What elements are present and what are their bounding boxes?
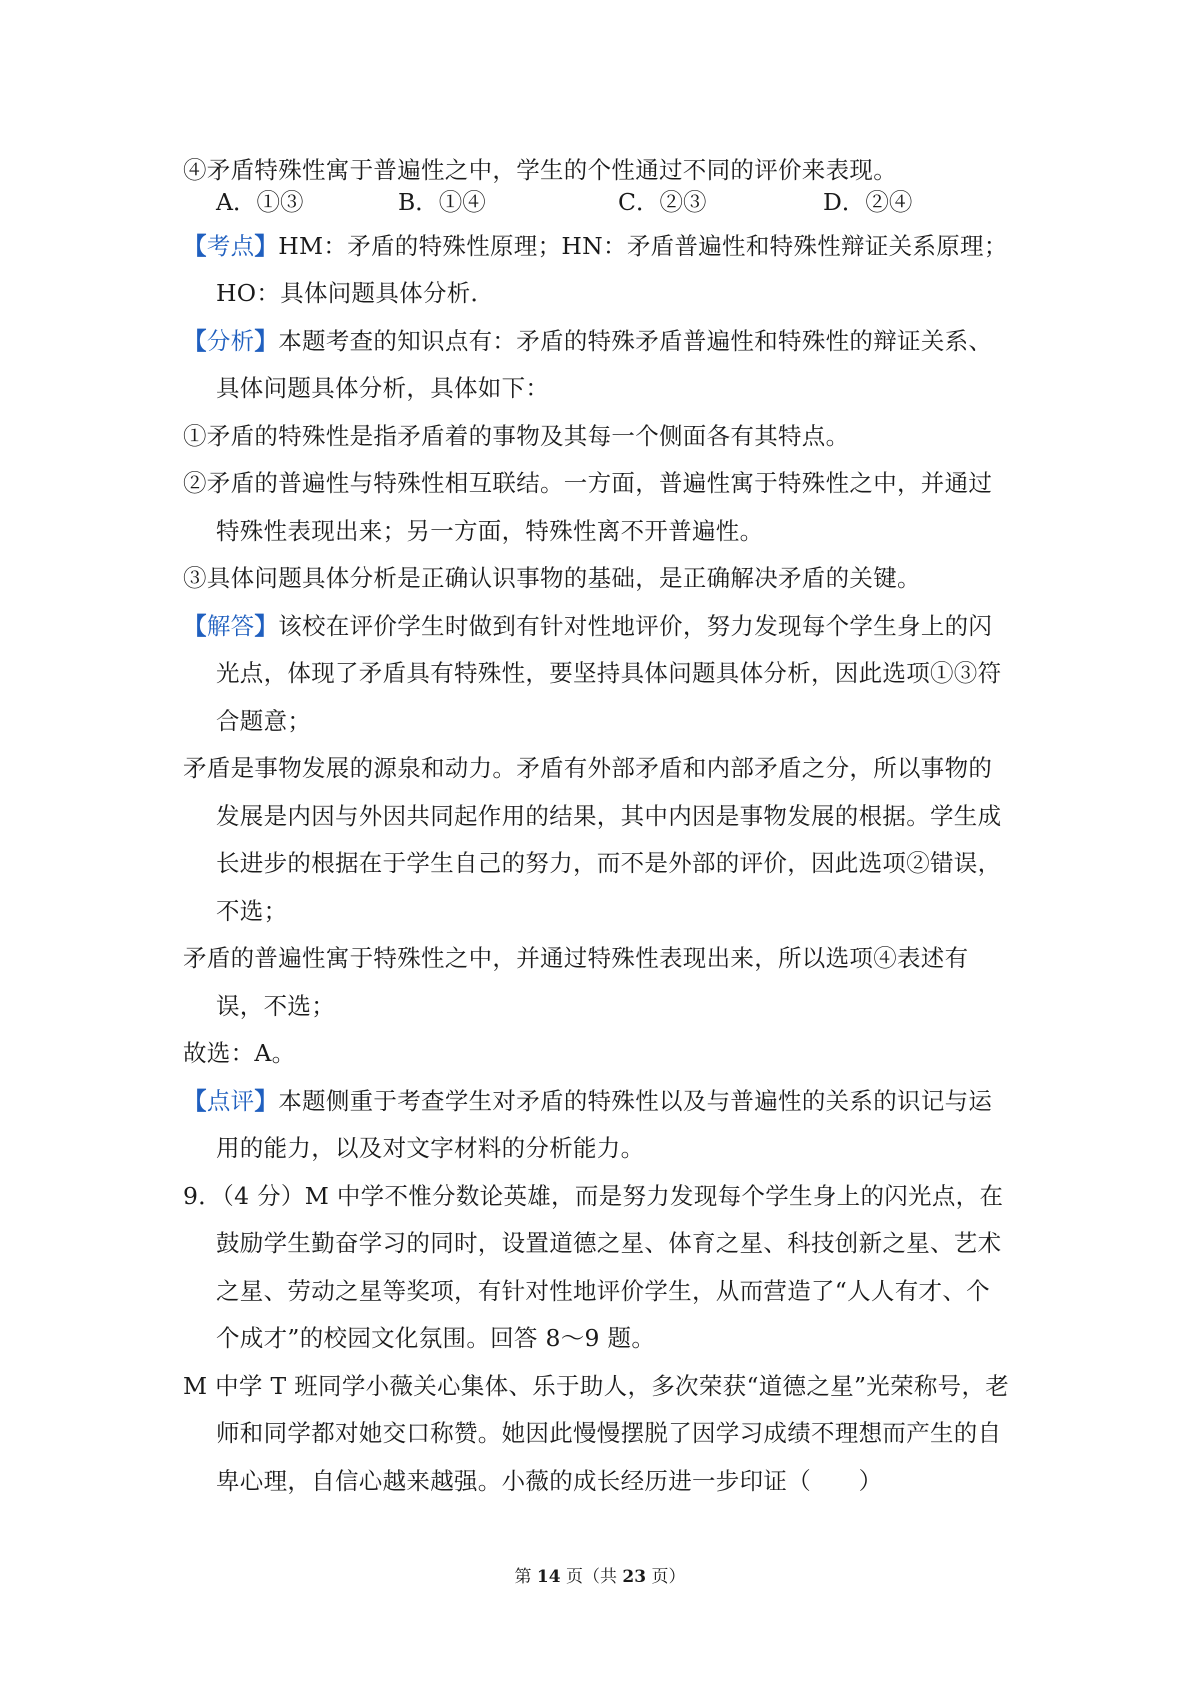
footer-page-number: 14: [536, 1567, 561, 1587]
dianping-line-1: [183, 1086, 992, 1116]
point-3: ③具体问题具体分析是正确认识事物的基础，是正确解决矛盾的关键。: [183, 564, 921, 592]
footer-prefix: 第: [514, 1567, 532, 1587]
tag-open-bracket: 【: [183, 327, 207, 355]
question-9-line-4: 个成才”的校园文化氛围。回答 8～9 题。: [216, 1324, 656, 1352]
reason-b-line-2: 误，不选；: [216, 992, 335, 1020]
reason-a-line-1: 矛盾是事物发展的源泉和动力。矛盾有外部矛盾和内部矛盾之分，所以事物的: [183, 754, 993, 782]
fenxi-line-1: [183, 326, 992, 356]
dianping-line-2: 用的能力，以及对文字材料的分析能力。: [216, 1134, 645, 1162]
tag-close-bracket: 】: [254, 327, 279, 355]
fenxi-line-2: 具体问题具体分析，具体如下：: [216, 374, 550, 402]
jieda-text: 该校在评价学生时做到有针对性地评价，努力发现每个学生身上的闪: [278, 612, 993, 640]
fenxi-tag: [183, 327, 278, 355]
footer-total-pages: 23: [622, 1567, 647, 1587]
kaodian-line-2: HO：具体问题具体分析．: [216, 279, 495, 307]
tag-open-bracket: 【: [183, 232, 207, 260]
tag-close-bracket: 】: [254, 1087, 279, 1115]
jieda-line-3: 合题意；: [216, 707, 312, 735]
page-footer: [0, 1562, 1200, 1587]
answer-option-c: C．②③: [618, 188, 707, 216]
answer-option-b: B．①④: [398, 188, 486, 216]
jieda-line-1: [183, 611, 992, 641]
footer-suffix: 页）: [651, 1567, 686, 1587]
point-2-line-2: 特殊性表现出来；另一方面，特殊性离不开普遍性。: [216, 517, 764, 545]
footer-mid: 页（共: [566, 1567, 617, 1587]
kaodian-text: HM：矛盾的特殊性原理；HN：矛盾普遍性和特殊性辩证关系原理；: [278, 232, 1008, 260]
tag-close-bracket: 】: [254, 232, 279, 260]
fenxi-text: 本题考查的知识点有：矛盾的特殊矛盾普遍性和特殊性的辩证关系、: [278, 327, 993, 355]
question-9-line-2: 鼓励学生勤奋学习的同时，设置道德之星、体育之星、科技创新之星、艺术: [216, 1229, 1002, 1257]
material-line-2: 师和同学都对她交口称赞。她因此慢慢摆脱了因学习成绩不理想而产生的自: [216, 1419, 1002, 1447]
dianping-tag: [183, 1087, 278, 1115]
kaodian-tag: [183, 232, 278, 260]
reason-a-line-2: 发展是内因与外因共同起作用的结果，其中内因是事物发展的根据。学生成: [216, 802, 1002, 830]
material-line-1: M 中学 T 班同学小薇关心集体、乐于助人，多次荣获“道德之星”光荣称号，老: [183, 1372, 1010, 1400]
question-9-line-3: 之星、劳动之星等奖项，有针对性地评价学生，从而营造了“人人有才、个: [216, 1277, 990, 1305]
jieda-line-2: 光点，体现了矛盾具有特殊性，要坚持具体问题具体分析，因此选项①③符: [216, 659, 1002, 687]
material-line-3: 卑心理，自信心越来越强。小薇的成长经历进一步印证（ ）: [216, 1467, 883, 1495]
tag-open-bracket: 【: [183, 612, 207, 640]
question-9-line-1: 9．（4 分）M 中学不惟分数论英雄，而是努力发现每个学生身上的闪光点，在: [183, 1182, 1004, 1210]
dianping-text: 本题侧重于考查学生对矛盾的特殊性以及与普遍性的关系的识记与运: [278, 1087, 993, 1115]
answer-option-a: A．①③: [216, 188, 304, 216]
point-1: ①矛盾的特殊性是指矛盾着的事物及其每一个侧面各有其特点。: [183, 422, 850, 450]
dianping-label: 点评: [206, 1087, 255, 1115]
jieda-label: 解答: [206, 612, 255, 640]
tag-open-bracket: 【: [183, 1087, 207, 1115]
reason-b-line-1: 矛盾的普遍性寓于特殊性之中，并通过特殊性表现出来，所以选项④表述有: [183, 944, 969, 972]
fenxi-label: 分析: [206, 327, 255, 355]
reason-a-line-4: 不选；: [216, 897, 288, 925]
tag-close-bracket: 】: [254, 612, 279, 640]
kaodian-line-1: [183, 231, 1008, 261]
point-2-line-1: ②矛盾的普遍性与特殊性相互联结。一方面，普遍性寓于特殊性之中，并通过: [183, 469, 993, 497]
jieda-tag: [183, 612, 278, 640]
answer-line: 故选：A。: [183, 1039, 296, 1067]
reason-a-line-3: 长进步的根据在于学生自己的努力，而不是外部的评价，因此选项②错误，: [216, 849, 1002, 877]
option-4-text: ④矛盾特殊性寓于普遍性之中，学生的个性通过不同的评价来表现。: [183, 156, 897, 184]
kaodian-label: 考点: [206, 232, 255, 260]
answer-option-d: D．②④: [823, 188, 913, 216]
